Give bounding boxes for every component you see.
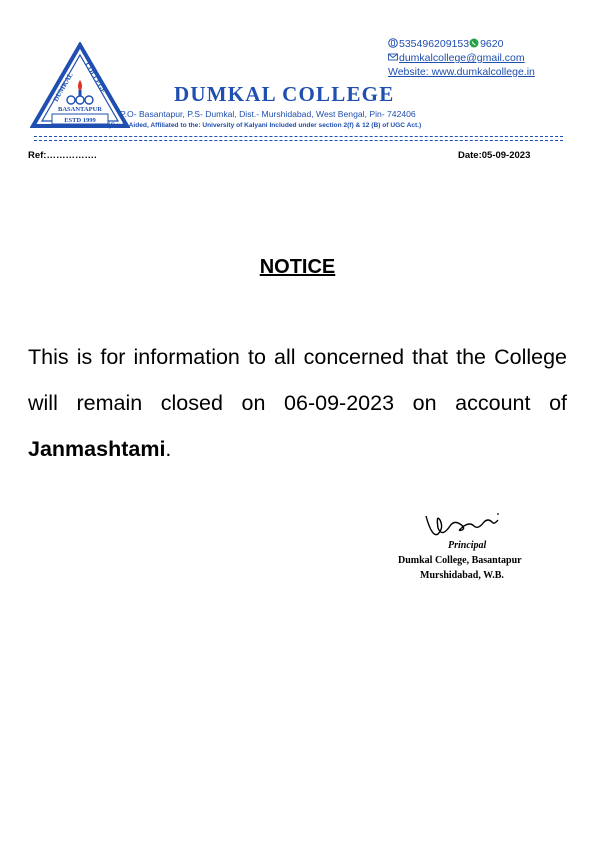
- signatory-institution: Dumkal College, Basantapur: [398, 555, 522, 566]
- signatory-title: Principal: [448, 540, 487, 551]
- website-line: [388, 66, 535, 79]
- header-divider-bottom: [34, 140, 563, 141]
- mail-icon: [388, 52, 398, 62]
- header-divider-top: [34, 136, 563, 137]
- signatory-location: Murshidabad, W.B.: [420, 570, 504, 581]
- notice-body-end: .: [165, 437, 172, 461]
- phone-line: [388, 38, 503, 51]
- logo-text-dumkal: DUMKAL: [51, 71, 75, 103]
- logo-text-college: COLLEGE: [83, 61, 108, 95]
- website-link[interactable]: Website: www.dumkalcollege.in: [388, 66, 535, 78]
- notice-title: NOTICE: [259, 256, 336, 278]
- college-name: DUMKAL COLLEGE: [174, 82, 395, 106]
- whatsapp-icon: [469, 38, 479, 48]
- college-affiliation: (Govt. Aided, Affiliated to the: University of Kalyani Included under section 2(f) & 12 (B) of UGC Act.): [108, 122, 422, 129]
- reference-number: Ref:…………….: [28, 150, 97, 161]
- email-line: [388, 52, 525, 65]
- principal-signature: [418, 508, 504, 542]
- logo-text-estd: ESTD 1999: [64, 117, 96, 124]
- email-link[interactable]: dumkalcollege@gmail.com: [399, 52, 525, 64]
- notice-date: Date:05-09-2023: [458, 150, 531, 161]
- logo-text-basantapur: BASANTAPUR: [58, 106, 102, 113]
- college-address: P.O- Basantapur, P.S- Dumkal, Dist.- Murshidabad, West Bengal, Pin- 742406: [120, 109, 416, 119]
- phone-number[interactable]: 535496209153: [399, 38, 470, 50]
- whatsapp-number[interactable]: 9620: [480, 38, 504, 50]
- notice-body: [28, 334, 567, 472]
- college-logo: [30, 42, 130, 130]
- notice-body-text: This is for information to all concerned that the College will remain closed on 06-09-2023 on account of: [28, 345, 567, 415]
- notice-body-emphasis: Janmashtami: [28, 437, 166, 461]
- phone-icon: [388, 38, 398, 48]
